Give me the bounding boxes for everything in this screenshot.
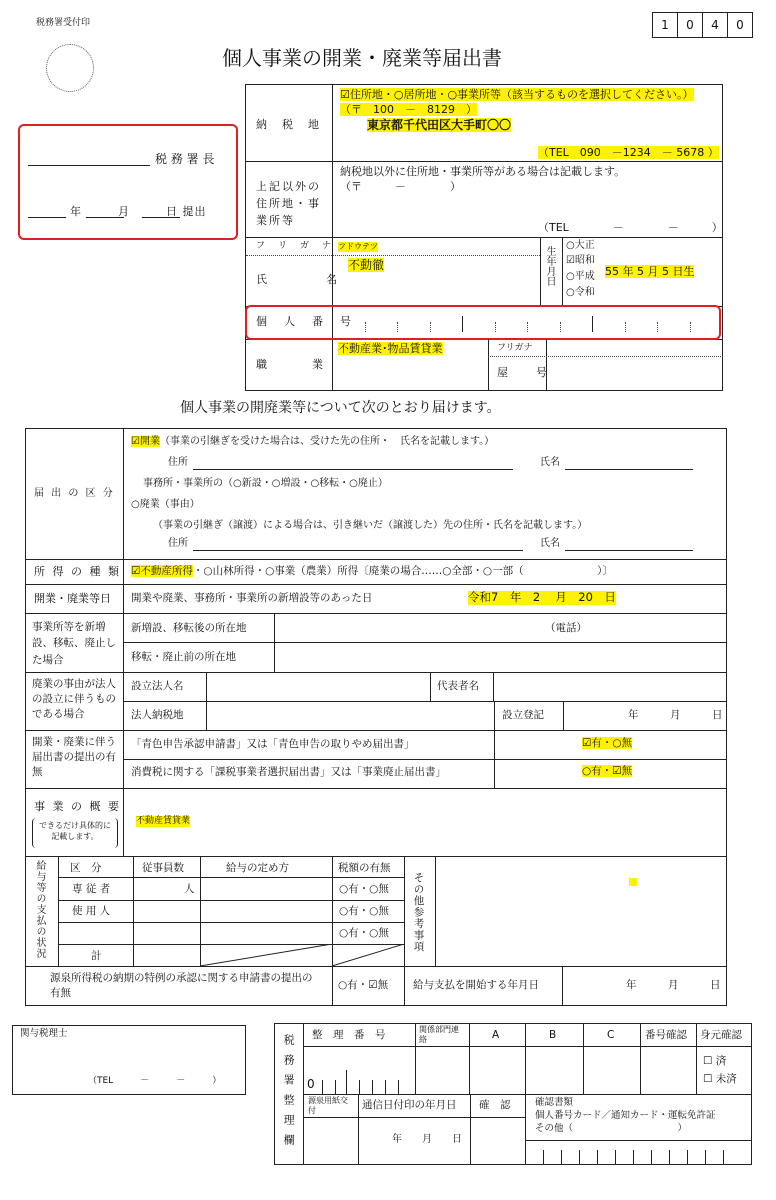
agent-tel[interactable]: （TEL － － ） — [88, 1076, 222, 1086]
salary-header-count: 従事員数 — [142, 862, 184, 874]
form-number-digit: 1 — [652, 12, 678, 38]
name-value[interactable]: 不動徹 — [348, 258, 385, 272]
col-c: C — [607, 1029, 615, 1041]
address-label: 納 税 地 — [256, 118, 321, 131]
other-ref-label: その他参考事項 — [412, 872, 425, 953]
kubun-open: ☑開業 — [131, 436, 160, 447]
filing-tax-value: ○有・☑無 — [582, 765, 633, 777]
phone-label: （電話） — [545, 622, 587, 634]
salary-total: 計 — [91, 950, 102, 962]
outline-value[interactable]: 不動産賃貸業 — [136, 816, 191, 826]
kubun-open-line[interactable] — [131, 436, 494, 448]
furigana-label: フ リ ガ ナ — [256, 241, 334, 251]
kubun-name-label: 氏名 — [540, 457, 560, 468]
form-number-digit: 4 — [702, 12, 728, 38]
filing-blue-value-wrap[interactable] — [582, 737, 632, 750]
kakunin-label: 確 認 — [479, 1099, 511, 1111]
col-b: B — [549, 1029, 557, 1041]
outline-note: できるだけ具体的に記載します。 — [39, 821, 111, 841]
gensen-label: 源泉所得税の納期の特例の承認に関する申請書の提出の有無 — [50, 972, 313, 999]
era-heisei[interactable]: ○平成 — [566, 271, 595, 282]
tax-office-highlight — [18, 124, 238, 240]
salary-kind: 使 用 人 — [72, 905, 111, 917]
date-desc: 開業や廃業、事務所・事業所の新増設等のあった日 — [131, 592, 373, 604]
kubun-addr-label: 住所 — [168, 457, 188, 468]
stamp-label: 税務署受付印 — [36, 18, 91, 28]
kubun-name-label-2: 氏名 — [540, 538, 560, 549]
era-showa[interactable]: ☑昭和 — [566, 255, 595, 266]
salary-header-tax: 税額の有無 — [338, 862, 391, 874]
kubun-label: 届 出 の 区 分 — [34, 488, 115, 499]
shop-furigana-label: フリガナ — [497, 343, 533, 353]
bango-label: 番号確認 — [645, 1029, 687, 1041]
income-rest: ・○山林所得・○事業（農業）所得〔廃業の場合……○全部・○一部（ ）〕 — [192, 565, 613, 577]
other-postal[interactable]: （〒 － ） — [340, 180, 461, 193]
birth-date[interactable]: 55 年 5 月 5 日生 — [605, 265, 695, 278]
filing-label: 開業・廃業に伴う届出書の提出の有無 — [32, 736, 116, 779]
stamp-circle — [46, 44, 94, 92]
tsushin-date: 年 月 日 — [392, 1134, 462, 1145]
name-label: 氏 名 — [256, 273, 340, 286]
old-location-label: 移転・廃止前の所在地 — [131, 651, 236, 663]
kubun-close[interactable]: ○廃業（事由） — [131, 499, 200, 510]
other-address-label: 上記以外の住所地・事業所等 — [256, 180, 321, 228]
mimoto-label: 身元確認 — [700, 1029, 742, 1041]
era-taisho[interactable]: ○大正 — [566, 240, 595, 251]
furigana-value[interactable]: フドウテツ — [338, 242, 378, 251]
date-value[interactable]: 令和7 年 2 月 20 日 — [468, 590, 616, 604]
salary-total-slash — [200, 944, 404, 966]
salary-count[interactable]: 人 — [184, 883, 195, 895]
address-value[interactable]: 東京都千代田区大手町〇〇 — [367, 118, 512, 132]
col-a: A — [492, 1029, 500, 1041]
tel-value[interactable]: （TEL 090 －1234 － 5678 ） — [538, 146, 719, 159]
mynumber-label: 個 人 番 号 — [256, 315, 354, 328]
shorui-other[interactable]: その他（ ） — [535, 1123, 688, 1134]
birth-label: 生年月日 — [544, 246, 555, 286]
office-change-label: 事業所等を新増設、移転、廃止した場合 — [32, 621, 116, 666]
date-label: 開業・廃業等日 — [34, 592, 111, 605]
corp-address-label: 法人納税地 — [131, 709, 184, 721]
filing-tax-value-wrap[interactable] — [582, 765, 632, 778]
shorui-list: 個人番号カード／通知カード・運転免許証 — [535, 1110, 716, 1121]
tax-office-line[interactable] — [28, 165, 150, 166]
sumi-checkbox[interactable]: ☐ 済 — [703, 1055, 727, 1067]
gensen-start-label: 給与支払を開始する年月日 — [413, 979, 539, 991]
job-label: 職 業 — [256, 358, 326, 371]
kubun-shop-line[interactable]: 事務所・事業所の（○新設・○増設・○移転・○廃止） — [143, 478, 388, 489]
income-line[interactable] — [131, 565, 613, 578]
filing-blue: 「青色申告承認申請書」又は「青色申告の取りやめ届出書」 — [131, 738, 415, 750]
salary-tax[interactable]: ○有・○無 — [339, 927, 389, 939]
income-label: 所 得 の 種 類 — [34, 565, 121, 578]
kubun-addr-label-2: 住所 — [168, 538, 188, 549]
form-number-digit: 0 — [677, 12, 703, 38]
gensen-value[interactable]: ○有・☑無 — [338, 979, 389, 991]
salary-label: 給与等の支払の状況 — [34, 860, 45, 959]
salary-header-kind: 区 分 — [70, 862, 102, 874]
seiri-zero: 0 — [307, 1077, 315, 1091]
submit-date-label: 年 月 日 提出 — [70, 205, 207, 218]
tax-office-suffix: 税 務 署 長 — [155, 152, 215, 166]
kubun-open-note: （事業の引継ぎを受けた場合は、受けた先の住所・ 氏名を記載します。） — [159, 436, 495, 447]
gensen-start-date[interactable]: 年 月 日 — [626, 979, 721, 991]
other-address-note: 納税地以外に住所地・事業所等がある場合は記載します。 — [340, 165, 626, 178]
agent-label: 関与税理士 — [20, 1028, 68, 1039]
era-reiwa[interactable]: ○令和 — [566, 287, 595, 298]
form-title: 個人事業の開業・廃業等届出書 — [222, 46, 502, 70]
salary-kind: 専 従 者 — [72, 883, 111, 895]
salary-header-method: 給与の定め方 — [226, 862, 289, 874]
salary-tax[interactable]: ○有・○無 — [339, 905, 389, 917]
shorui-label: 確認書類 — [535, 1097, 574, 1108]
kankei-label: 関係部門連 絡 — [419, 1025, 475, 1044]
address-choice[interactable] — [340, 88, 694, 101]
announce-text: 個人事業の開廃業等について次のとおり届けます。 — [180, 400, 501, 416]
gensen-yoshi-label: 源泉用紙交 付 — [308, 1096, 364, 1115]
filing-blue-value: ☑有・○無 — [582, 737, 633, 749]
seiri-label: 整 理 番 号 — [312, 1029, 386, 1041]
corp-founder-label: 設立法人名 — [131, 680, 184, 692]
tsushin-label: 通信日付印の年月日 — [362, 1099, 457, 1111]
corp-reg-date[interactable]: 年 月 日 — [628, 709, 723, 721]
postal-code[interactable]: （〒 100 － 8129 ） — [340, 103, 477, 116]
job-value[interactable]: 不動産業･物品賃貸業 — [338, 342, 443, 355]
other-tel[interactable]: （TEL － － ） — [538, 221, 723, 234]
corp-reg-label: 設立登記 — [502, 709, 544, 721]
office-use-label: 税務署整理欄 — [282, 1034, 296, 1154]
misumi-checkbox[interactable]: ☐ 未済 — [703, 1073, 737, 1085]
new-location-label: 新増設、移転後の所在地 — [131, 622, 247, 634]
income-value: ☑不動産所得 — [131, 565, 193, 577]
outline-label: 事 業 の 概 要 — [34, 800, 121, 813]
salary-tax[interactable]: ○有・○無 — [339, 883, 389, 895]
shop-label: 屋 号 — [497, 366, 549, 379]
other-ref-mark — [629, 878, 637, 886]
corp-label: 廃業の事由が法人の設立に伴うものである場合 — [32, 678, 116, 721]
form-number-digit: 0 — [727, 12, 753, 38]
filing-tax: 消費税に関する「課税事業者選択届出書」又は「事業廃止届出書」 — [131, 766, 446, 778]
address-choice-value: ☑住所地・○居所地・○事業所等（該当するものを選択してください。） — [340, 88, 694, 101]
corp-rep-label: 代表者名 — [437, 680, 479, 692]
kubun-close-note: （事業の引継ぎ（譲渡）による場合は、引き継いだ（譲渡した）先の住所・氏名を記載します。） — [153, 520, 588, 531]
